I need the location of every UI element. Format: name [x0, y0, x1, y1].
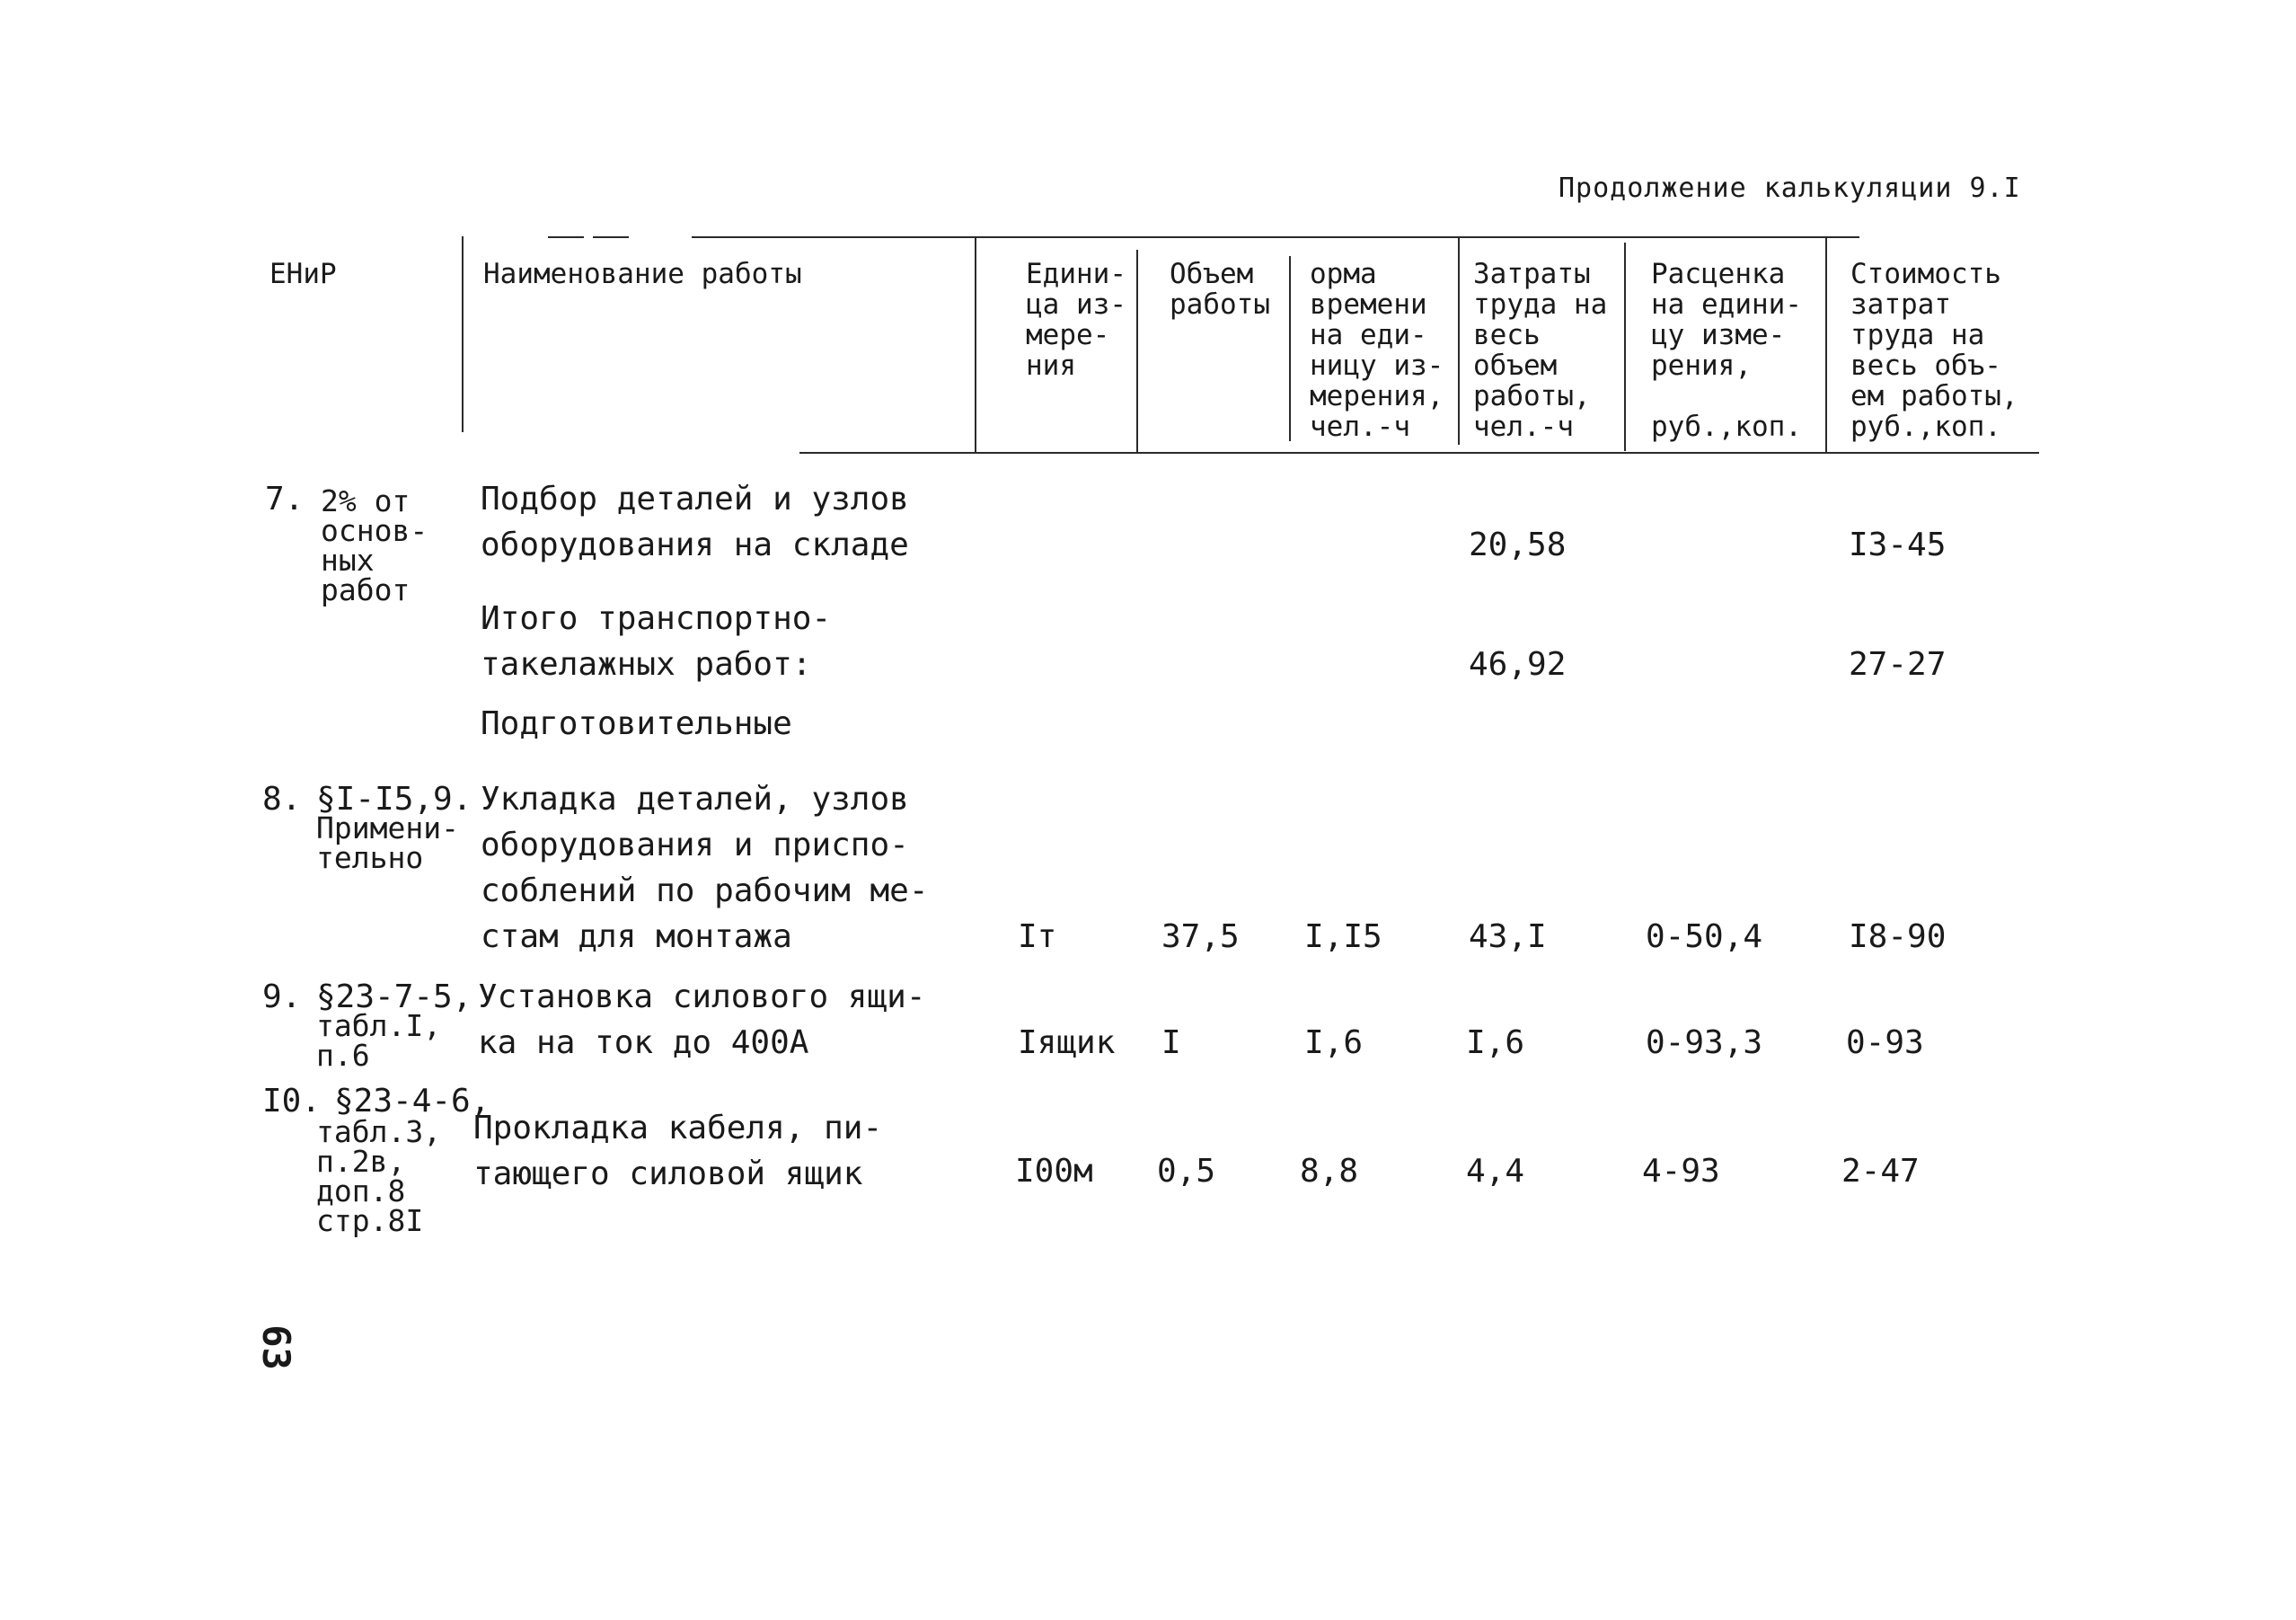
- col-divider-3: [1136, 250, 1138, 454]
- header-rate: Расценка на едини- цу изме- рения, руб.,коп.: [1651, 258, 1802, 443]
- section-heading: Подготовительные: [481, 705, 792, 742]
- col-divider-6: [1624, 243, 1626, 451]
- header-norm: орма времени на еди- ницу из- мерения, чел.-ч: [1310, 258, 1444, 443]
- row-rate: 0-93,3: [1646, 1024, 1763, 1061]
- header-enir: ЕНиР: [269, 258, 337, 290]
- row-enir-main: §I-I5,9.: [316, 781, 472, 818]
- row-cost: 2-47: [1841, 1153, 1920, 1190]
- row-rate: 0-50,4: [1646, 918, 1763, 955]
- row-norm: I,I5: [1304, 918, 1382, 955]
- row-labor: 20,58: [1469, 527, 1567, 563]
- header-bottom-rule: [799, 452, 2039, 454]
- row-labor: I,6: [1466, 1024, 1525, 1061]
- row-labor: 4,4: [1466, 1153, 1525, 1190]
- col-divider-1: [462, 236, 464, 432]
- col-divider-5: [1458, 236, 1460, 445]
- row-labor: 43,I: [1469, 918, 1547, 955]
- header-unit: Едини- ца из- мере- ния: [1026, 258, 1126, 382]
- subtotal-label: Итого транспортно- такелажных работ:: [481, 600, 832, 683]
- header-top-rule-1: [548, 236, 584, 238]
- row-norm: I,6: [1304, 1024, 1364, 1061]
- row-cost: I3-45: [1849, 527, 1947, 563]
- row-number: 9.: [262, 978, 302, 1015]
- row-number: 8.: [262, 781, 302, 818]
- page-number: 63: [253, 1324, 298, 1370]
- header-top-rule-2: [593, 236, 629, 238]
- row-name: Подбор деталей и узлов оборудования на складе: [481, 481, 909, 563]
- row-enir: Примени- тельно: [316, 810, 459, 875]
- col-divider-2: [975, 236, 976, 454]
- subtotal-labor: 46,92: [1469, 646, 1567, 683]
- row-number: I0.: [262, 1083, 322, 1120]
- row-volume: 0,5: [1157, 1153, 1216, 1190]
- subtotal-cost: 27-27: [1849, 646, 1947, 683]
- row-cost: I8-90: [1849, 918, 1947, 955]
- header-name: Наименование работы: [483, 258, 802, 290]
- row-unit: I00м: [1015, 1153, 1093, 1190]
- header-cost: Стоимость затрат труда на весь объ- ем работы, руб.,коп.: [1850, 258, 2018, 443]
- row-name: Прокладка кабеля, пи- тающего силовой ящик: [473, 1110, 883, 1192]
- row-number: 7.: [265, 481, 305, 518]
- col-divider-7: [1825, 236, 1827, 454]
- row-enir: табл.3, п.2в, доп.8 стр.8I: [316, 1114, 442, 1238]
- row-name: Укладка деталей, узлов оборудования и приспо- соблений по рабочим ме- стам для монтажа: [481, 781, 929, 955]
- document-title: Продолжение калькуляции 9.I: [1559, 173, 2021, 204]
- row-volume: 37,5: [1161, 918, 1240, 955]
- row-rate: 4-93: [1642, 1153, 1720, 1190]
- row-cost: 0-93: [1846, 1024, 1924, 1061]
- col-divider-4: [1289, 256, 1291, 441]
- row-unit: Iящик: [1018, 1024, 1116, 1061]
- header-top-rule-3: [692, 236, 1859, 238]
- header-labor: Затраты труда на весь объем работы, чел.-ч: [1473, 258, 1608, 443]
- row-volume: I: [1161, 1024, 1181, 1061]
- row-name: Установка силового ящи- ка на ток до 400А: [478, 978, 926, 1061]
- row-unit: Iт: [1018, 918, 1057, 955]
- row-enir-main: §23-7-5,: [316, 978, 472, 1015]
- row-enir: табл.I, п.6: [316, 1008, 442, 1073]
- row-enir: 2% от основ- ных работ: [321, 483, 428, 607]
- header-volume: Объем работы: [1170, 258, 1270, 321]
- row-norm: 8,8: [1300, 1153, 1359, 1190]
- row-enir-main: §23-4-6,: [334, 1083, 490, 1120]
